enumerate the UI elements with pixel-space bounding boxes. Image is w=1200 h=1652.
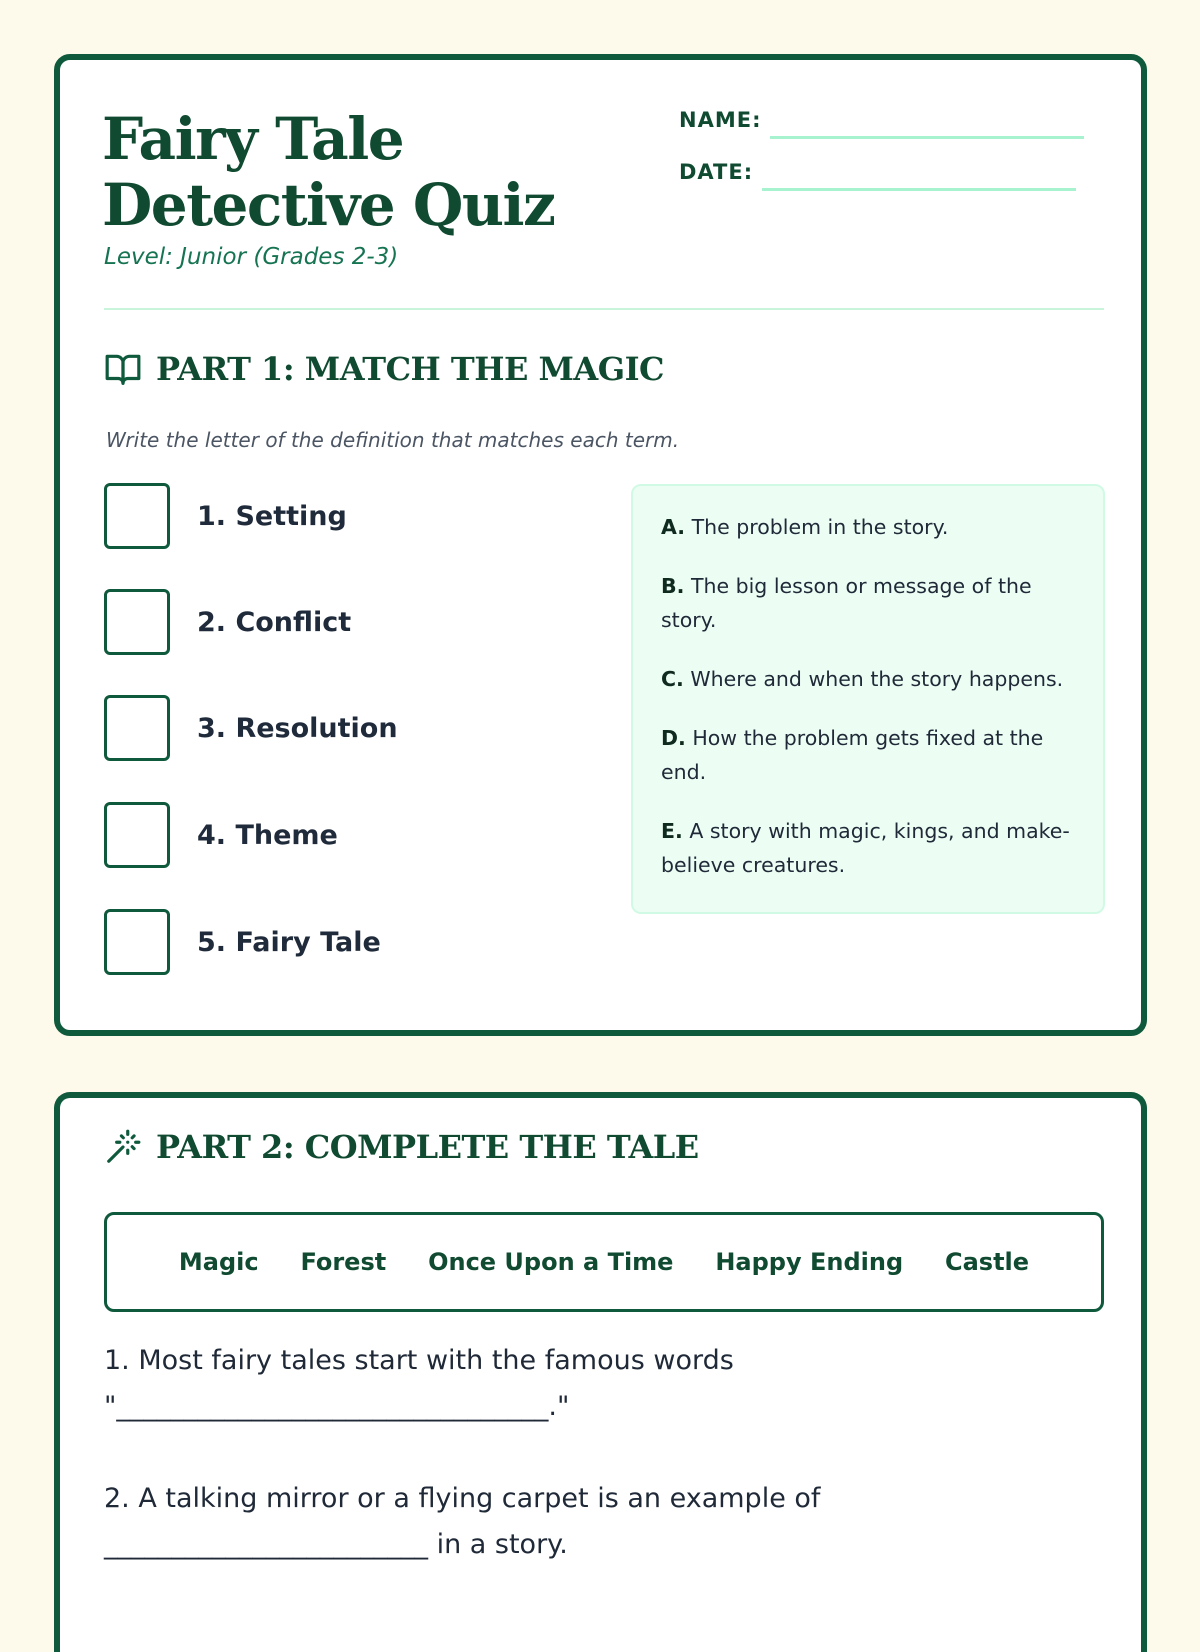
part1-title: PART 1: MATCH THE MAGIC [156,350,665,388]
part2-title: PART 2: COMPLETE THE TALE [156,1128,699,1166]
definition-item: D. How the problem gets fixed at the end. [661,726,1044,784]
date-label: DATE: [679,160,754,184]
term-row [104,483,347,549]
answer-box-1[interactable] [104,483,170,549]
term-label: 2. Conflict [197,606,352,638]
definition-item: B. The big lesson or message of the story. [661,574,1032,632]
term-row [104,695,398,761]
worksheet-card-part2 [54,1092,1147,1652]
word-bank-item: Happy Ending [715,1248,904,1276]
page-title: Fairy Tale Detective Quiz [102,105,555,239]
term-row [104,802,338,868]
word-bank-item: Forest [300,1248,387,1276]
answer-box-4[interactable] [104,802,170,868]
name-label: NAME: [679,108,762,132]
question-2: 2. A talking mirror or a flying carpet is an example of ________________________ in a story. [104,1483,821,1560]
open-book-icon [104,350,142,388]
word-bank-item: Castle [944,1248,1030,1276]
word-bank-item: Magic [178,1248,259,1276]
answer-box-2[interactable] [104,589,170,655]
part2-header [104,1128,699,1166]
word-bank-item: Once Upon a Time [428,1248,674,1276]
term-label: 4. Theme [197,819,338,851]
term-label: 3. Resolution [197,712,398,744]
definitions-panel [631,484,1105,914]
answer-box-5[interactable] [104,909,170,975]
definition-item: E. A story with magic, kings, and make-believe creatures. [661,819,1070,877]
word-bank [104,1212,1104,1312]
header-divider [104,308,1104,310]
term-row [104,909,381,975]
date-field[interactable] [762,188,1076,191]
name-field[interactable] [770,136,1084,139]
part1-header [104,350,664,388]
term-row [104,589,351,655]
answer-box-3[interactable] [104,695,170,761]
term-label: 1. Setting [197,500,347,532]
term-label: 5. Fairy Tale [197,926,381,958]
definition-item: C. Where and when the story happens. [661,667,1064,691]
question-1: 1. Most fairy tales start with the famous words "________________________________." [104,1345,734,1422]
magic-wand-icon [104,1128,142,1166]
level-subtitle: Level: Junior (Grades 2-3) [104,244,399,270]
worksheet-card-part1 [54,54,1147,1036]
definition-item: A. The problem in the story. [661,515,949,539]
part1-instructions: Write the letter of the definition that matches each term. [106,428,680,452]
